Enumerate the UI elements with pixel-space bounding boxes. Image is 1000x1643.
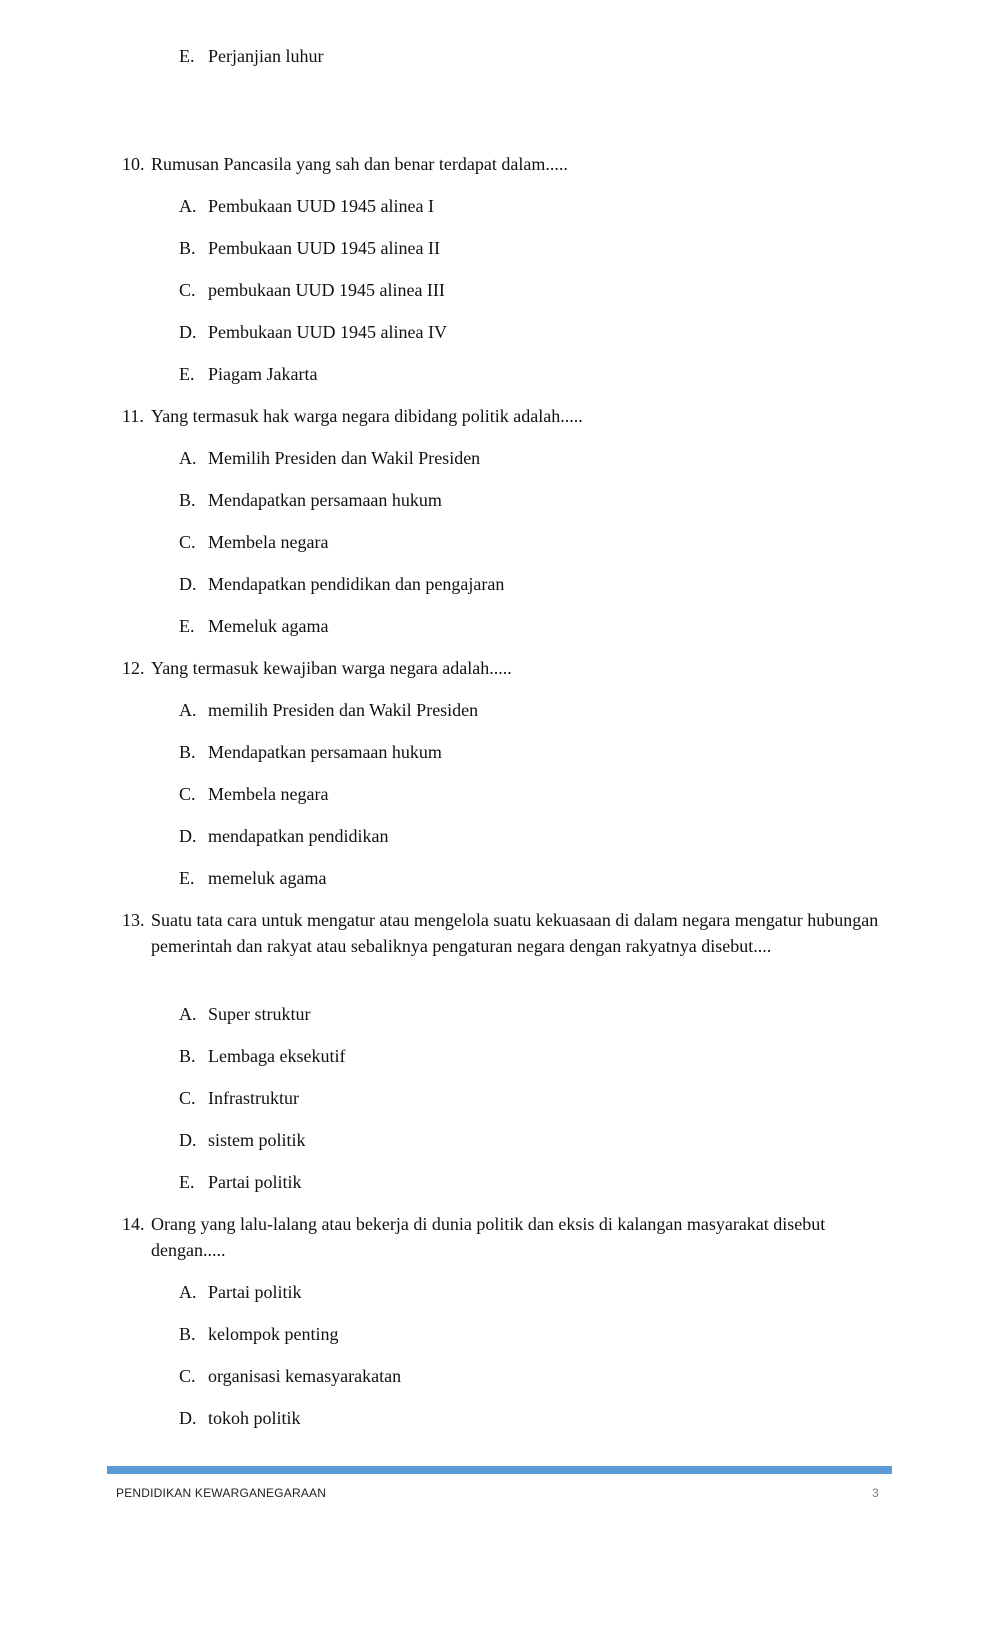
option-letter: B. <box>179 742 196 762</box>
option-text: Partai politik <box>208 1172 302 1192</box>
option-text: kelompok penting <box>208 1324 339 1344</box>
option-letter: D. <box>179 1130 197 1150</box>
footer-divider <box>107 1466 892 1474</box>
option-letter: C. <box>179 784 196 804</box>
option-text: memeluk agama <box>208 868 327 888</box>
option-letter: A. <box>179 1282 197 1302</box>
option-letter: D. <box>179 574 197 594</box>
option-letter: D. <box>179 322 197 342</box>
option-letter: C. <box>179 1366 196 1386</box>
option-text: Lembaga eksekutif <box>208 1046 346 1066</box>
option-letter: D. <box>179 1408 197 1428</box>
question-number: 11. <box>122 406 144 426</box>
option-letter: A. <box>179 700 197 720</box>
question-number: 13. <box>122 910 145 930</box>
option-text: Pembukaan UUD 1945 alinea IV <box>208 322 447 342</box>
footer-title: PENDIDIKAN KEWARGANEGARAAN <box>116 1486 327 1500</box>
option-text: Super struktur <box>208 1004 311 1024</box>
option-text: Mendapatkan persamaan hukum <box>208 490 442 510</box>
option-text: Piagam Jakarta <box>208 364 318 384</box>
option-letter: E. <box>179 868 195 888</box>
option-letter: B. <box>179 490 196 510</box>
question-text: Rumusan Pancasila yang sah dan benar terdapat dalam..... <box>151 154 568 174</box>
option-letter: E. <box>179 364 195 384</box>
option-letter: B. <box>179 238 196 258</box>
question-text: Orang yang lalu-lalang atau bekerja di dunia politik dan eksis di kalangan masyarakat disebut dengan..... <box>151 1214 826 1260</box>
option-text: memilih Presiden dan Wakil Presiden <box>208 700 479 720</box>
question-number: 14. <box>122 1214 145 1234</box>
question-text: Yang termasuk kewajiban warga negara adalah..... <box>151 658 512 678</box>
option-letter: D. <box>179 826 197 846</box>
option-text: Mendapatkan pendidikan dan pengajaran <box>208 574 505 594</box>
option-text: pembukaan UUD 1945 alinea III <box>208 280 445 300</box>
option-text: Memeluk agama <box>208 616 329 636</box>
option-letter: E. <box>179 1172 195 1192</box>
option-text: tokoh politik <box>208 1408 301 1428</box>
question-text: Yang termasuk hak warga negara dibidang politik adalah..... <box>151 406 583 426</box>
option-text: Memilih Presiden dan Wakil Presiden <box>208 448 481 468</box>
option-text: Partai politik <box>208 1282 302 1302</box>
option-letter: C. <box>179 280 196 300</box>
option-text: mendapatkan pendidikan <box>208 826 389 846</box>
option-letter: A. <box>179 1004 197 1024</box>
option-letter: A. <box>179 196 197 216</box>
option-letter: E. <box>179 616 195 636</box>
question-text: Suatu tata cara untuk mengatur atau mengelola suatu kekuasaan di dalam negara mengatur hubungan pemerintah dan rakyat atau sebaliknya pengaturan negara dengan rakyatnya disebut.... <box>151 910 879 956</box>
option-text: Infrastruktur <box>208 1088 299 1108</box>
option-text: Pembukaan UUD 1945 alinea II <box>208 238 440 258</box>
question-number: 10. <box>122 154 145 174</box>
option-text: Membela negara <box>208 532 329 552</box>
option-text: organisasi kemasyarakatan <box>208 1366 402 1386</box>
option-letter: E. <box>179 46 195 66</box>
option-letter: C. <box>179 1088 196 1108</box>
option-letter: B. <box>179 1324 196 1344</box>
option-text: Perjanjian luhur <box>208 46 324 66</box>
option-letter: B. <box>179 1046 196 1066</box>
option-text: Pembukaan UUD 1945 alinea I <box>208 196 434 216</box>
question-number: 12. <box>122 658 145 678</box>
option-letter: A. <box>179 448 197 468</box>
page-number: 3 <box>872 1486 879 1500</box>
option-text: sistem politik <box>208 1130 306 1150</box>
option-text: Membela negara <box>208 784 329 804</box>
option-text: Mendapatkan persamaan hukum <box>208 742 442 762</box>
option-letter: C. <box>179 532 196 552</box>
